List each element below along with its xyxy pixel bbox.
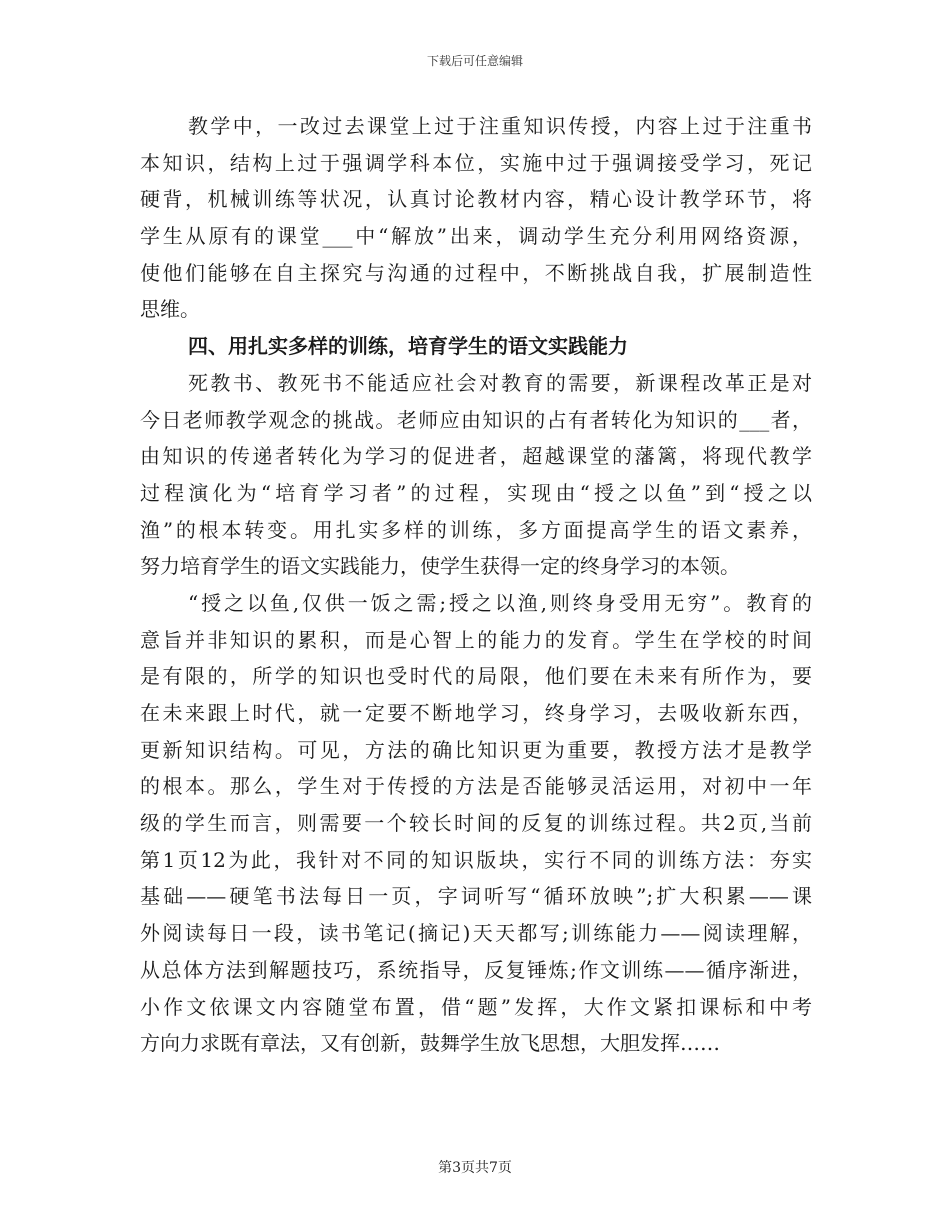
section-heading: 四、用扎实多样的训练，培育学生的语文实践能力 [188,334,628,359]
paragraph-1 [140,108,812,328]
paragraph-3 [140,585,812,1062]
document-body [140,108,812,1062]
text-line: 从总体方法到解题技巧，系统指导，反复锤炼;作文训练——循序渐进， [140,957,812,982]
page-footer: 第3页共7页 [438,1160,512,1176]
text-line: 过程演化为“培育学习者”的过程，实现由“授之以鱼”到“授之以 [140,480,812,505]
paragraph-2 [140,365,812,585]
text-line: 死教书、教死书不能适应社会对教育的需要，新课程改革正是对 [188,370,812,395]
text-line: 第1页12为此，我针对不同的知识版块，实行不同的训练方法：夯实 [140,847,812,872]
text-line: 使他们能够在自主探究与沟通的过程中，不断挑战自我，扩展制造性 [140,260,812,285]
text-line: 方向力求既有章法，又有创新，鼓舞学生放飞思想，大胆发挥…… [140,1031,720,1056]
text-line: 努力培育学生的语文实践能力，使学生获得一定的终身学习的本领。 [140,554,740,579]
text-line: 本知识，结构上过于强调学科本位，实施中过于强调接受学习，死记 [140,150,812,175]
text-line: 由知识的传递者转化为学习的促进者，超越课堂的藩篱，将现代教学 [140,444,812,469]
text-line: 在未来跟上时代，就一定要不断地学习，终身学习，去吸收新东西， [140,701,812,725]
text-line: 思维。 [140,297,200,322]
text-line: 教学中，一改过去课堂上过于注重知识传授，内容上过于注重书 [188,114,812,138]
text-line: 意旨并非知识的累积，而是心智上的能力的发育。学生在学校的时间 [140,627,812,652]
text-line: 外阅读每日一段，读书笔记(摘记)天天都写;训练能力——阅读理解， [140,921,812,946]
text-line: “授之以鱼,仅供一饭之需;授之以渔,则终身受用无穷”。教育的 [188,590,812,615]
text-line: 级的学生而言，则需要一个较长时间的反复的训练过程。共2页,当前 [140,811,812,836]
text-line: 的根本。那么，学生对于传授的方法是否能够灵活运用，对初中一年 [140,774,812,799]
text-line: 小作文依课文内容随堂布置，借“题”发挥，大作文紧扣课标和中考 [140,994,812,1019]
text-line: 学生从原有的课堂___中“解放”出来，调动学生充分利用网络资源， [140,224,812,249]
text-line: 今日老师教学观念的挑战。老师应由知识的占有者转化为知识的___者， [140,407,812,432]
text-line: 渔”的根本转变。用扎实多样的训练，多方面提高学生的语文素养， [140,517,812,542]
text-line: 硬背，机械训练等状况，认真讨论教材内容，精心设计教学环节，将 [140,187,812,212]
text-line: 更新知识结构。可见，方法的确比知识更为重要，教授方法才是教学 [140,737,812,762]
text-line: 基础——硬笔书法每日一页，字词听写“循环放映”;扩大积累——课 [140,884,812,909]
page-header: 下载后可任意编辑 [426,54,523,68]
text-line: 是有限的，所学的知识也受时代的局限，他们要在未来有所作为，要 [140,664,812,689]
